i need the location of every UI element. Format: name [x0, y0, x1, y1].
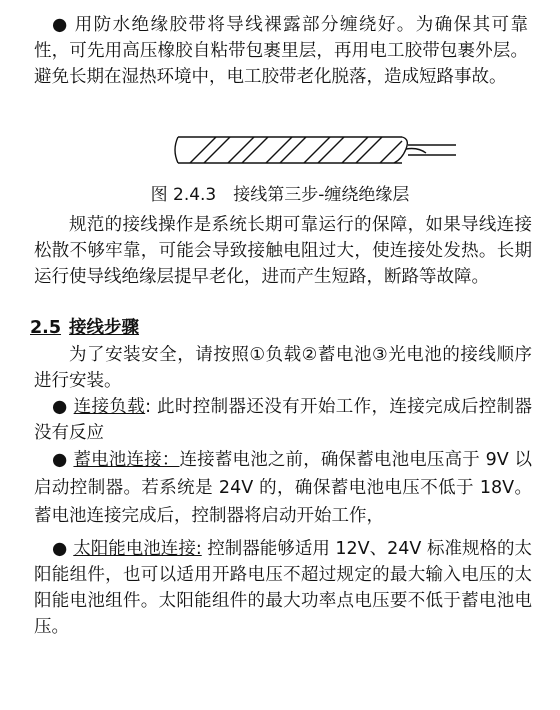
item-label: 连接负载 — [73, 397, 146, 417]
reliability-paragraph: 规范的接线操作是系统长期可靠运行的保障，如果导线连接松散不够牢靠，可能会导致接触电阻过大，使连接处发热。长期运行使导线绝缘层提早老化，进而产生短路，断路等故障。 — [34, 215, 532, 287]
section-heading — [30, 316, 147, 340]
bullet-icon: ● — [52, 539, 68, 559]
intro-paragraph — [34, 12, 528, 90]
section-title: 接线步骤 — [69, 318, 140, 338]
item-text: 控制器能够适用 12V、24V 标准规格的太阳能组件，也可以适用开路电压不超过规定的最大输入电压的太阳能电池组件。太阳能组件的最大功率点电压要不低于蓄电池电压。 — [34, 539, 532, 637]
load-connection-item — [34, 394, 532, 446]
figure-caption: 图 2.4.3 接线第三步-缠绕绝缘层 — [150, 185, 410, 205]
intro-text: 用防水绝缘胶带将导线裸露部分缠绕好。为确保其可靠性，可先用高压橡胶自粘带包裹里层，再用电工胶带包裹外层。避免长期在湿热环境中，电工胶带老化脱落，造成短路事故。 — [34, 15, 528, 87]
bullet-icon: ● — [52, 15, 69, 35]
item-label: 蓄电池连接： — [73, 450, 180, 470]
wire-wrapping-illustration — [170, 123, 460, 177]
bullet-icon: ● — [52, 397, 68, 417]
item-label: 太阳能电池连接: — [73, 539, 202, 559]
battery-connection-item — [34, 446, 532, 530]
solar-connection-item — [34, 536, 532, 640]
item-text: 连接蓄电池之前，确保蓄电池电压高于 9V 以启动控制器。若系统是 24V 的，确保蓄电池电压不低于 18V。蓄电池连接完成后，控制器将启动开始工作， — [34, 450, 533, 526]
section-number: 2.5 — [30, 318, 62, 338]
bullet-icon: ● — [52, 450, 68, 470]
install-order-paragraph: 为了安装安全，请按照①负载②蓄电池③光电池的接线顺序进行安装。 — [34, 345, 532, 391]
item-text: : 此时控制器还没有开始工作，连接完成后控制器没有反应 — [34, 397, 532, 443]
